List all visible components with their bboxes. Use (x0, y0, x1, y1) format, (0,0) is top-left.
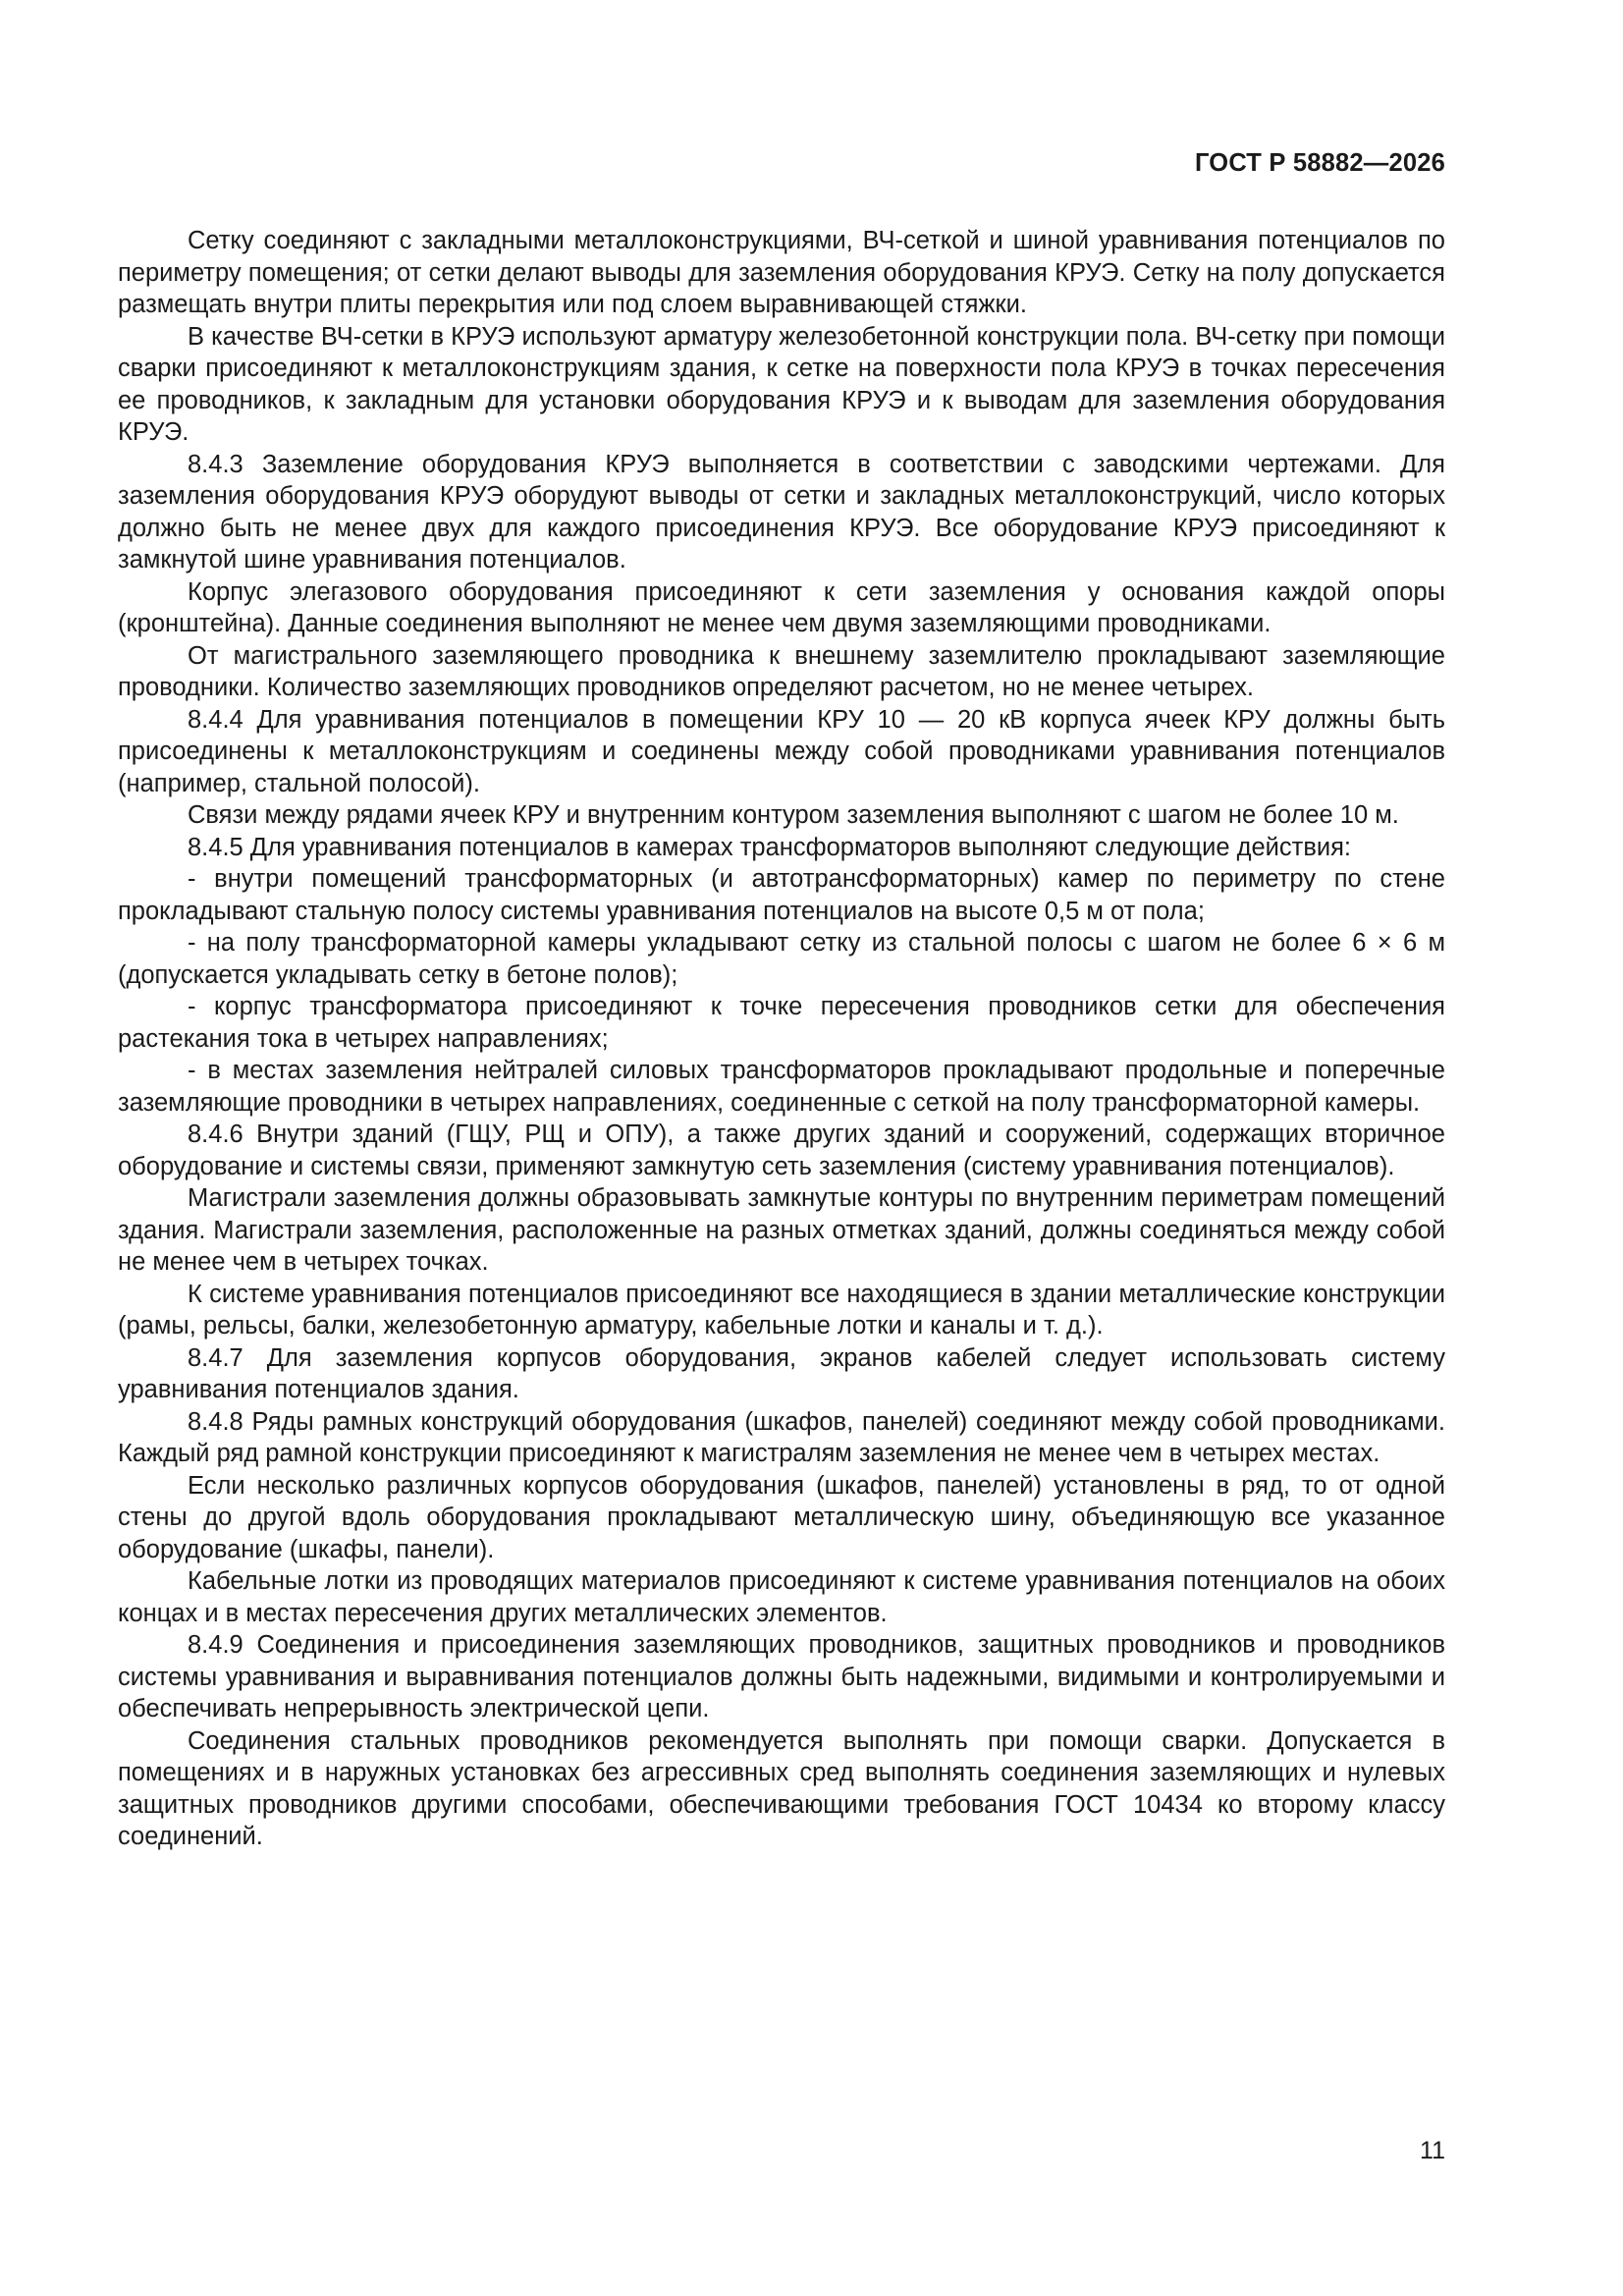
document-code-header: ГОСТ Р 58882—2026 (1194, 149, 1445, 177)
paragraph: От магистрального заземляющего проводника к внешнему заземлителю прокладывают заземляющие проводники. Количество заземляющих проводников определяют расчетом, но не менее четырех. (118, 641, 1445, 701)
paragraph-section-8-4-4: 8.4.4 Для уравнивания потенциалов в помещении КРУ 10 — 20 кВ корпуса ячеек КРУ должны быть присоединены к металлоконструкциям и соединены между собой проводниками уравнивания потенциалов (например, стальной полосой). (118, 705, 1445, 797)
list-item: - в местах заземления нейтралей силовых трансформаторов прокладывают продольные и поперечные заземляющие проводники в четырех направлениях, соединенные с сеткой на полу трансформаторной камеры. (118, 1057, 1445, 1117)
list-item: - корпус трансформатора присоединяют к точке пересечения проводников сетки для обеспечения растекания тока в четырех направлениях; (118, 993, 1445, 1053)
page-number: 11 (1420, 2137, 1445, 2164)
paragraph-section-8-4-5: 8.4.5 Для уравнивания потенциалов в камерах трансформаторов выполняют следующие действия: (188, 833, 1352, 861)
paragraph: Корпус элегазового оборудования присоединяют к сети заземления у основания каждой опоры (кронштейна). Данные соединения выполняют не менее чем двумя заземляющими проводниками. (118, 577, 1445, 637)
paragraph-section-8-4-3: 8.4.3 Заземление оборудования КРУЭ выполняется в соответствии с заводскими чертежами. Для заземления оборудования КРУЭ оборудуют выводы от сетки и закладных металлоконструкций, число которых должно быть не менее двух для каждого присоединения КРУЭ. Все оборудование КРУЭ присоединяют к замкнутой шине уравнивания потенциалов. (118, 450, 1445, 574)
paragraph: Связи между рядами ячеек КРУ и внутренним контуром заземления выполняют с шагом не более 10 м. (188, 801, 1399, 829)
paragraph-section-8-4-7: 8.4.7 Для заземления корпусов оборудования, экранов кабелей следует использовать систему уравнивания потенциалов здания. (118, 1343, 1445, 1403)
paragraph-section-8-4-6: 8.4.6 Внутри зданий (ГЩУ, РЩ и ОПУ), а также других зданий и сооружений, содержащих вторичное оборудование и системы связи, применяют замкнутую сеть заземления (систему уравнивания потенциалов). (118, 1121, 1445, 1180)
paragraph: Сетку соединяют с закладными металлоконструкциями, ВЧ-сеткой и шиной уравнивания потенциалов по периметру помещения; от сетки делают выводы для заземления оборудования КРУЭ. Сетку на полу допускается размещать внутри плиты перекрытия или под слоем выравнивающей стяжки. (118, 227, 1445, 318)
paragraph: Магистрали заземления должны образовывать замкнутые контуры по внутренним периметрам помещений здания. Магистрали заземления, расположенные на разных отметках зданий, должны соединяться между собой не менее чем в четырех точках. (118, 1184, 1445, 1276)
paragraph: Кабельные лотки из проводящих материалов присоединяют к системе уравнивания потенциалов на обоих концах и в местах пересечения других металлических элементов. (118, 1567, 1445, 1627)
document-body (118, 225, 1445, 1853)
list-item: - на полу трансформаторной камеры укладывают сетку из стальной полосы с шагом не более 6 × 6 м (допускается укладывать сетку в бетоне полов); (118, 929, 1445, 989)
paragraph: В качестве ВЧ-сетки в КРУЭ используют арматуру железобетонной конструкции пола. ВЧ-сетку при помощи сварки присоединяют к металлоконструкциям здания, к сетке на поверхности пола КРУЭ в точках пересечения ее проводников, к закладным для установки оборудования КРУЭ и к выводам для заземления оборудования КРУЭ. (118, 322, 1445, 446)
paragraph: Соединения стальных проводников рекомендуется выполнять при помощи сварки. Допускается в помещениях и в наружных установках без агрессивных сред выполнять соединения заземляющих и нулевых защитных проводников другими способами, обеспечивающими требования ГОСТ 10434 ко второму классу соединений. (118, 1726, 1445, 1850)
paragraph: К системе уравнивания потенциалов присоединяют все находящиеся в здании металлические конструкции (рамы, рельсы, балки, железобетонную арматуру, кабельные лотки и каналы и т. д.). (118, 1280, 1445, 1339)
paragraph: Если несколько различных корпусов оборудования (шкафов, панелей) установлены в ряд, то от одной стены до другой вдоль оборудования прокладывают металлическую шину, объединяющую все указанное оборудование (шкафы, панели). (118, 1471, 1445, 1563)
paragraph-section-8-4-8: 8.4.8 Ряды рамных конструкций оборудования (шкафов, панелей) соединяют между собой проводниками. Каждый ряд рамной конструкции присоединяют к магистралям заземления не менее чем в четырех местах. (118, 1407, 1445, 1467)
list-item: - внутри помещений трансформаторных (и автотрансформаторных) камер по периметру по стене прокладывают стальную полосу системы уравнивания потенциалов на высоте 0,5 м от пола; (118, 865, 1445, 925)
paragraph-section-8-4-9: 8.4.9 Соединения и присоединения заземляющих проводников, защитных проводников и проводников системы уравнивания и выравнивания потенциалов должны быть надежными, видимыми и контролируемыми и обеспечивать непрерывность электрической цепи. (118, 1631, 1445, 1722)
